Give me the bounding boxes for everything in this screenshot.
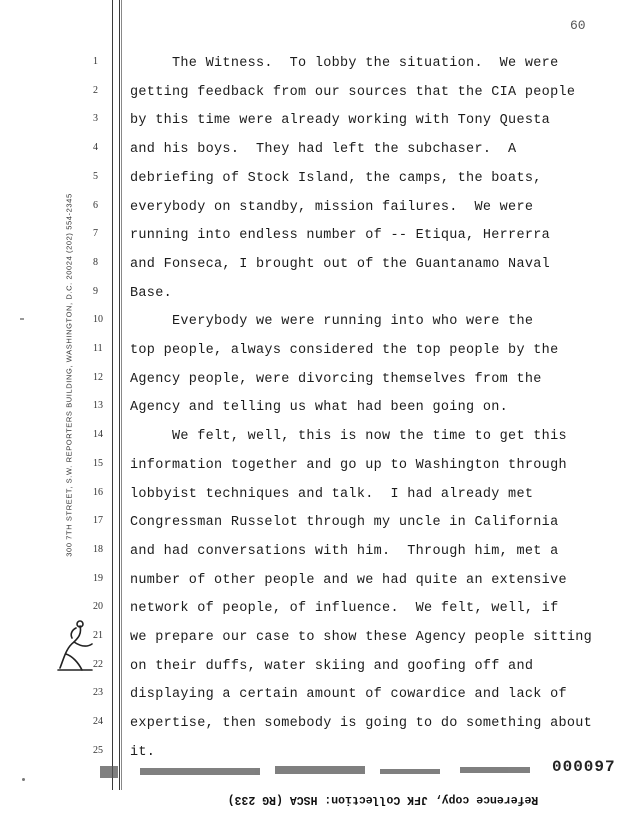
reporter-logo-icon: [52, 618, 98, 674]
line-number: 3: [93, 113, 98, 125]
footer-scan-smudge: [100, 760, 560, 782]
line-number: 23: [93, 687, 103, 699]
reporter-address: 300 7TH STREET, S.W. REPORTERS BUILDING, WASHINGTON, D.C. 20024 (202) 554-2345: [64, 193, 74, 557]
transcript-line: Congressman Russelot through my uncle in California: [130, 515, 559, 531]
scan-speck: [20, 318, 24, 320]
line-number: 15: [93, 457, 103, 469]
transcript-line: Base.: [130, 285, 173, 301]
transcript-line: getting feedback from our sources that the CIA people: [130, 84, 576, 100]
reference-text: Reference copy, JFK Collection: HSCA (RG 233): [227, 793, 539, 806]
line-number: 5: [93, 170, 98, 182]
line-number: 13: [93, 400, 103, 412]
line-number: 7: [93, 228, 98, 240]
line-number: 24: [93, 716, 103, 728]
line-number: 11: [93, 343, 103, 354]
transcript-line: it.: [130, 744, 156, 760]
line-number: 1: [93, 56, 98, 67]
margin-rule-right: [121, 0, 122, 790]
transcript-line: everybody on standby, mission failures. We were: [130, 199, 534, 215]
line-number: 2: [93, 84, 98, 96]
transcript-line: information together and go up to Washington through: [130, 457, 567, 473]
transcript-line: We felt, well, this is now the time to get this: [130, 429, 567, 445]
transcript-line: and had conversations with him. Through him, met a: [130, 543, 559, 559]
reporter-sidebar: [62, 140, 76, 610]
line-number: 20: [93, 601, 103, 613]
line-number: 16: [93, 486, 103, 498]
line-number: 18: [93, 543, 103, 555]
line-number: 21: [93, 630, 103, 641]
transcript-line: number of other people and we had quite an extensive: [130, 572, 567, 588]
transcript-line: Agency and telling us what had been going on.: [130, 400, 509, 416]
transcript-line: lobbyist techniques and talk. I had already met: [130, 486, 534, 502]
line-number: 9: [93, 285, 98, 297]
scan-speck: [22, 778, 25, 781]
page-number: 60: [570, 18, 586, 33]
reference-banner: [150, 786, 616, 812]
document-id: 000097: [552, 758, 616, 776]
line-number: 6: [93, 199, 98, 211]
transcript-line: Everybody we were running into who were the: [130, 314, 534, 330]
line-number: 10: [93, 314, 103, 326]
line-number: 17: [93, 515, 103, 527]
margin-rule-middle: [119, 0, 120, 790]
line-number: 12: [93, 371, 103, 383]
transcript-line: running into endless number of -- Etiqua, Herrerra: [130, 228, 551, 244]
transcript-line: expertise, then somebody is going to do something about: [130, 716, 593, 732]
line-number: 8: [93, 256, 98, 268]
line-number: 4: [93, 142, 98, 154]
line-number: 22: [93, 658, 103, 670]
transcript-line: Agency people, were divorcing themselves from the: [130, 371, 542, 387]
margin-rule-left: [112, 0, 113, 790]
line-number: 19: [93, 572, 103, 584]
transcript-line: network of people, of influence. We felt, well, if: [130, 601, 559, 617]
transcript-line: debriefing of Stock Island, the camps, the boats,: [130, 170, 542, 186]
transcript-line: on their duffs, water skiing and goofing off and: [130, 658, 534, 674]
transcript-line: by this time were already working with Tony Questa: [130, 113, 551, 129]
transcript-line: The Witness. To lobby the situation. We were: [130, 56, 559, 71]
transcript-line: we prepare our case to show these Agency people sitting: [130, 630, 593, 645]
transcript-line: and Fonseca, I brought out of the Guantanamo Naval: [130, 256, 551, 272]
transcript-line: top people, always considered the top people by the: [130, 343, 559, 358]
transcript-line: and his boys. They had left the subchaser. A: [130, 142, 517, 158]
transcript-line: displaying a certain amount of cowardice and lack of: [130, 687, 567, 703]
line-number: 25: [93, 744, 103, 756]
line-number: 14: [93, 429, 103, 441]
